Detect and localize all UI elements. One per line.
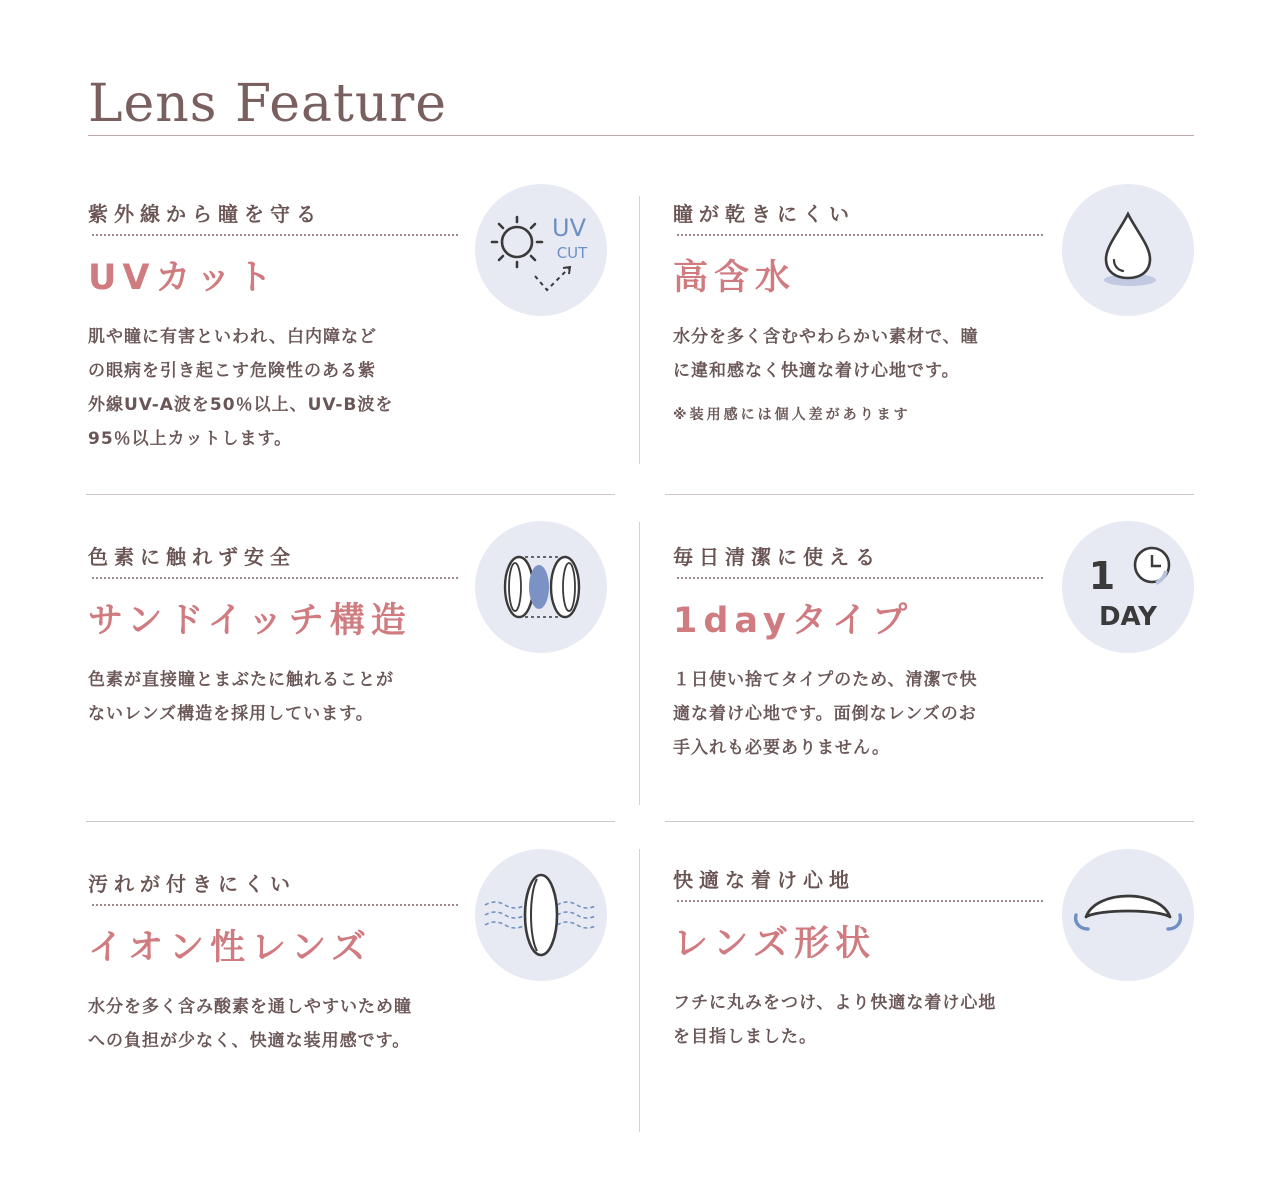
dotted-divider — [677, 234, 1043, 236]
dotted-divider — [677, 577, 1043, 579]
dotted-divider — [677, 900, 1043, 902]
row-divider — [665, 821, 1194, 822]
column-divider — [639, 849, 640, 1132]
lens-shape-icon — [1062, 849, 1194, 981]
feature-subtitle: 色素に触れず安全 — [88, 545, 296, 569]
sandwich-lens-icon — [475, 521, 607, 653]
dotted-divider — [92, 234, 458, 236]
feature-description: 色素が直接瞳とまぶたに触れることが ないレンズ構造を採用しています。 — [88, 670, 394, 724]
feature-description: フチに丸みをつけ、より快適な着け心地 を目指しました。 — [673, 993, 997, 1047]
ionic-lens-icon — [475, 849, 607, 981]
feature-description: １日使い捨てタイプのため、清潔で快 適な着け心地です。面倒なレンズのお 手入れも必要ありません。 — [673, 670, 978, 758]
svg-text:UV: UV — [552, 214, 586, 242]
svg-text:1: 1 — [1088, 554, 1116, 598]
title-divider — [88, 135, 1194, 136]
column-divider — [639, 196, 640, 464]
one-day-clock-icon — [1062, 521, 1194, 653]
feature-subtitle: 毎日清潔に使える — [673, 545, 881, 569]
uv-cut-icon — [475, 184, 607, 316]
feature-heading: 高含水 — [673, 258, 797, 298]
svg-text:DAY: DAY — [1098, 602, 1158, 632]
feature-heading: UVカット — [88, 258, 279, 298]
feature-description: 肌や瞳に有害といわれ、白内障など の眼病を引き起こす危険性のある紫 外線UV-A波を50％以上、UV-B波を 95％以上カットします。 — [88, 327, 394, 449]
water-drop-icon — [1062, 184, 1194, 316]
row-divider — [86, 494, 615, 495]
feature-subtitle: 紫外線から瞳を守る — [88, 202, 322, 226]
column-divider — [639, 522, 640, 805]
feature-heading: レンズ形状 — [673, 924, 877, 964]
feature-subtitle: 瞳が乾きにくい — [673, 202, 855, 226]
svg-text:CUT: CUT — [556, 244, 588, 262]
page-title: Lens Feature — [88, 74, 448, 134]
feature-subtitle: 快適な着け心地 — [673, 868, 855, 892]
feature-subtitle: 汚れが付きにくい — [88, 872, 296, 896]
feature-heading: イオン性レンズ — [88, 928, 373, 968]
feature-note: ※装用感には個人差があります — [673, 407, 911, 423]
feature-description: 水分を多く含むやわらかい素材で、瞳 に違和感なく快適な着け心地です。 — [673, 327, 979, 381]
dotted-divider — [92, 904, 458, 906]
row-divider — [665, 494, 1194, 495]
feature-heading: 1dayタイプ — [673, 601, 914, 641]
dotted-divider — [92, 577, 458, 579]
feature-description: 水分を多く含み酸素を通しやすいため瞳 への負担が少なく、快適な装用感です。 — [88, 997, 412, 1051]
row-divider — [86, 821, 615, 822]
feature-heading: サンドイッチ構造 — [88, 601, 412, 641]
